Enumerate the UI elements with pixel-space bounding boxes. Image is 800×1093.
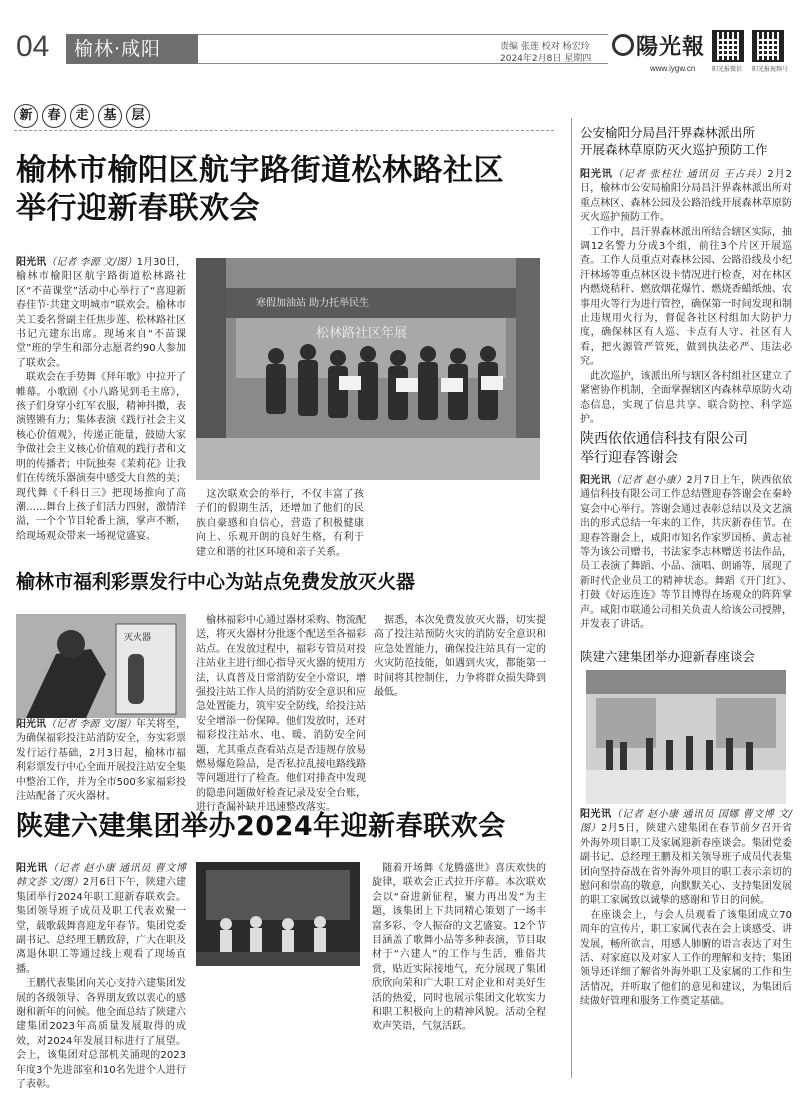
article4-lead: 阳光讯: [580, 169, 613, 180]
article4-body: [580, 168, 792, 425]
column-divider: [571, 118, 572, 1078]
article6-para2: 在座谈会上，与会人员观看了该集团成立70周年的宣传片，职工家属代表在会上谈感受、讲发展，畅所欲言，用感人肺腑的语言表达了对生活、对家庭以及对家人工作的理解和支持；集团领导还详细了解省外海外职工及家属的工作和生活情况，并听取了他们的意见和建议，为集团后续做好管理和服务工作奠定基础。: [580, 909, 792, 1008]
article2-para1: 年关将至，为确保福彩投注站消防安全，夯实彩票发行运行基础，2月3日起，榆林市福利彩票发行中心全面开展投注站安全集中整治工作，并为全市500多家福彩投注站配备了灭火器材。: [16, 719, 186, 803]
article3-para1: 2月6日下午，陕建六建集团举行2024年职工迎新春联欢会。集团领导班子成员及职工代表欢聚一堂，载歌载舞喜迎龙年春节。集团党委副书记、总经理王鹏致辞，广大在职及离退休职工等通过线上观看了现场直播。: [16, 877, 186, 975]
article1-para1: 1月30日，榆林市榆阳区航宇路街道松林路社区“不苗课堂”活动中心举行了“喜迎新春佳节·共建文明城市”联欢会。榆林市关工委名誉副主任焦步莲、松林路社区书记亢建东出席。现场来自“不苗课堂”班的学生和部分志愿者约90人参加了联欢会。: [16, 257, 187, 369]
article3-body-col3: [372, 862, 546, 1072]
section-banner: 榆林·咸阳: [66, 34, 198, 64]
masthead: [0, 0, 800, 80]
article3-lead: 阳光讯: [16, 863, 48, 874]
article5-para1: 2月7日上午，陕西依依通信科技有限公司工作总结暨迎春答谢会在秦岭宴会中心举行。答谢会通过表彰总结以及文艺演出的形式总结一年来的工作，共庆新春佳节。在迎春答谢会上，咸阳市知名作家罗国桥、黄志祉等为该公司赠书，书法家李志林赠送书法作品，员工表演了舞蹈、小品、演唱、朗诵等，展现了新时代企业员工的精神状态。舞蹈《开门红》、打鼓《好运连连》等节目博得在场观众的阵阵掌声。咸阳市联通公司相关负责人给该公司授牌，并发表了讲话。: [580, 475, 792, 631]
article6-photo: [586, 670, 786, 804]
article2-body-col2: [196, 614, 366, 814]
website-link[interactable]: www.iygw.cn: [650, 64, 696, 73]
article5-title-line1: 陕西依依通信科技有限公司: [580, 431, 748, 447]
article5-body: [580, 474, 792, 636]
kicker-char: 基: [98, 104, 122, 128]
article1-body-col3: [374, 488, 544, 552]
article6-lead: 阳光讯: [580, 809, 612, 820]
article3-para2: 王鹏代表集团向关心支持六建集团发展的各级领导、各界朋友致以衷心的感谢和新年的问候。他全面总结了陕建六建集团2023年高质量发展取得的成效，对2024年发展目标进行了展望。会上，该集团对总部机关涌现的2023年度3个先进部室和10名先进个人进行了表彰。: [16, 978, 186, 1091]
fire-extinguisher-photo: [16, 614, 186, 718]
qr-label-1: 阳光报微信: [712, 66, 743, 73]
children-group-photo: [196, 258, 540, 480]
kicker-divider: [14, 130, 554, 131]
article4-headline[interactable]: [580, 124, 792, 158]
article2-photo: [16, 614, 186, 718]
kicker-char: 走: [70, 104, 94, 128]
article3-headline[interactable]: 陕建六建集团举办2024年迎新春联欢会: [16, 811, 506, 842]
date-line: 2024年2月8日 星期四: [500, 54, 592, 64]
article6-para1: 2月5日，陕建六建集团在春节前夕召开省外海外项目职工及家属迎新春座谈会。集团党委副书记、总经理王鹏及相关领导班子成员代表集团向坚持奋战在省外海外项目的职工表示亲切的慰问和崇高的敬意，向默默关心、支持集团发展的职工家属致以诚挚的感谢和节日的问候。: [580, 823, 793, 907]
article4-para2: 工作中，昌汗界森林派出所结合辖区实际，抽调12名警力分成3个组，前往3个片区开展巡查。工作人员重点对森林公园、公路沿线及小纪汗林场等重点林区设卡情况进行检查，对在林区内燃烧秸秆、燃放烟花爆竹、燃烧香蜡纸烛、农事用火等行为进行管控，确保第一时间发现和制止违规用火行为，督促各社区村组加大防护力度，确保林区有人巡、卡点有人守、社区有人看，把火源管严管死，做到执法必严、违法必究。: [580, 226, 792, 368]
article1-para2: 联欢会在手势舞《拜年歌》中拉开了帷幕。小歌剧《小八路见到毛主席》，孩子们身穿小红军衣服，精神抖擞，表演铿锵有力；集体表演《践行社会主义核心价值观》，传递正能量，鼓励大家争做社会主义核心价值观的践行者和文明的传播者；中阮独奏《茉莉花》让我们在传统乐器演奏中感受大自然的美；现代舞《千科日三》把现场推向了高潮……舞台上孩子们活力四射，激情洋溢，一个个节目轮番上演，掌声不断，给现场观众带来一场视觉盛宴。: [16, 372, 186, 542]
kicker-char: 新: [14, 104, 38, 128]
article1-lead: 阳光讯: [16, 257, 47, 268]
article4-title-line2: 开展森林草原防灭火巡护预防工作: [580, 142, 768, 157]
editors-line: 责编 张莲 校对 杨宏玲: [500, 42, 590, 52]
article4-para1: 2月2日，榆林市公安局榆阳分局昌汗界森林派出所对重点林区、森林公园及公路沿线开展森林草原防灭火巡护预防工作。: [580, 169, 792, 224]
article1-body-col2: [196, 488, 364, 558]
article2-para3: 据悉，本次免费发放灭火器，切实提高了投注站预防火灾的消防安全意识和应急处置能力，确保投注站具有一定的火灾防范技能，如遇到火灾，都能第一时间将其控制住，力争将群众损失降到最低。: [374, 615, 546, 699]
article1-photo: [196, 258, 540, 480]
photo-sign-text: 寒假加油站 助力托举民生: [256, 298, 370, 309]
kicker-xin-chun-zou-ji-ceng: [14, 104, 150, 128]
article1-title-line1: 榆林市榆阳区航宇路街道松林路社区: [16, 153, 504, 188]
article3-para3: 随着开场舞《龙腾盛世》喜庆欢快的旋律，联欢会正式拉开序幕。本次联欢会以“奋进新征程，聚力再出发”为主题，该集团上下共同精心策划了一场丰富多彩、令人振奋的文艺盛宴。12个节目涵盖了歌舞小品等多种表演，节目取材于“六建人”的工作与生活，雅俗共赏，贴近实际接地气，充分展现了集团欣欣向荣和广大职工对企业和对美好生活的热爱，同时也展示集团文化软实力和职工积极向上的精神风貌。活动全程欢声笑语，气氛活跃。: [372, 863, 546, 1033]
article2-lead: 阳光讯: [16, 719, 47, 730]
extinguisher-sign: 灭火器: [124, 633, 152, 643]
kicker-char: 层: [126, 104, 150, 128]
paper-name: 陽光報: [636, 34, 706, 60]
article2-para2: 榆林福彩中心通过器材采购、物流配送，将灭火器材分批逐个配送至各福彩站点。在发放过程中，福彩专管员对投注站业主进行细心指导灭火器的使用方法，认真普及日常消防安全小常识，增强投注站工作人员的消防安全意识和应急处置能力，筑牢安全防线，给投注站安全增添一份保障。他们发放时，还对福彩投注站水、电、暖、消防安全问题，尤其重点查看站点是否违规存放易燃易爆危险品，是否私拉乱接电路线路等问题进行了检查。他们对排查中发现的隐患问题做好检查记录及安全台账，进行查漏补缺并迅速整改落实。: [196, 615, 366, 814]
article3-body-col1: [16, 862, 187, 1091]
article1-credit: （记者 李源 文/图）: [46, 257, 137, 268]
article4-title-line1: 公安榆阳分局昌汗界森林派出所: [580, 125, 756, 140]
article6-body: [580, 808, 792, 1078]
article2-body-col1: [16, 718, 186, 810]
qr-code-icon[interactable]: [712, 30, 744, 62]
qr-code-icon[interactable]: [752, 30, 784, 62]
article3-photo: [196, 862, 360, 966]
article2-body-col3: [374, 614, 546, 810]
sun-logo-icon: [612, 34, 634, 56]
qr-label-2: 阳光报视频号: [752, 66, 789, 73]
article4-para3: 此次巡护，该派出所与辖区各村组社区建立了紧密协作机制，全面掌握辖区内森林草原防火动态信息，实现了信息共享、联合防控、科学巡护。: [580, 370, 792, 425]
article5-credit: （记者 赵小康）: [610, 475, 687, 486]
article6-credit: （记者 赵小康 通讯员 国娜 曹文博 文/图）: [580, 809, 793, 835]
article3-body-col2: [196, 970, 360, 1072]
kicker-char: 春: [42, 104, 66, 128]
article4-credit: （记者 张柱壮 通讯员 王占兵）: [612, 169, 768, 180]
article2-credit: （记者 李源 文/图）: [46, 719, 136, 730]
article5-headline[interactable]: [580, 430, 792, 468]
article2-headline[interactable]: 榆林市福利彩票发行中心为站点免费发放灭火器: [16, 571, 416, 593]
exhibition-hall-photo: [586, 670, 786, 804]
page-number: 04: [16, 30, 50, 63]
article5-title-line2: 举行迎春答谢会: [580, 450, 678, 466]
article1-headline[interactable]: [16, 152, 561, 228]
article3-credit: （记者 赵小康 通讯员 曹文博 韩文荟 文/图）: [16, 863, 187, 889]
photo-banner-text: 松林路社区年展: [316, 326, 408, 341]
stage-performance-photo: [196, 862, 360, 966]
article1-title-line2: 举行迎新春联欢会: [16, 191, 260, 226]
article1-para3: 这次联欢会的举行，不仅丰富了孩子们的假期生活，还增加了他们的民族自豪感和自信心，营造了积极健康向上、乐观开朗的良好生格，有利于建立和谐的社区环境和亲子关系。: [196, 489, 364, 558]
article5-lead: 阳光讯: [580, 475, 611, 486]
article1-body-col1: [16, 256, 186, 552]
article6-headline[interactable]: 陕建六建集团举办迎新春座谈会: [580, 649, 756, 664]
